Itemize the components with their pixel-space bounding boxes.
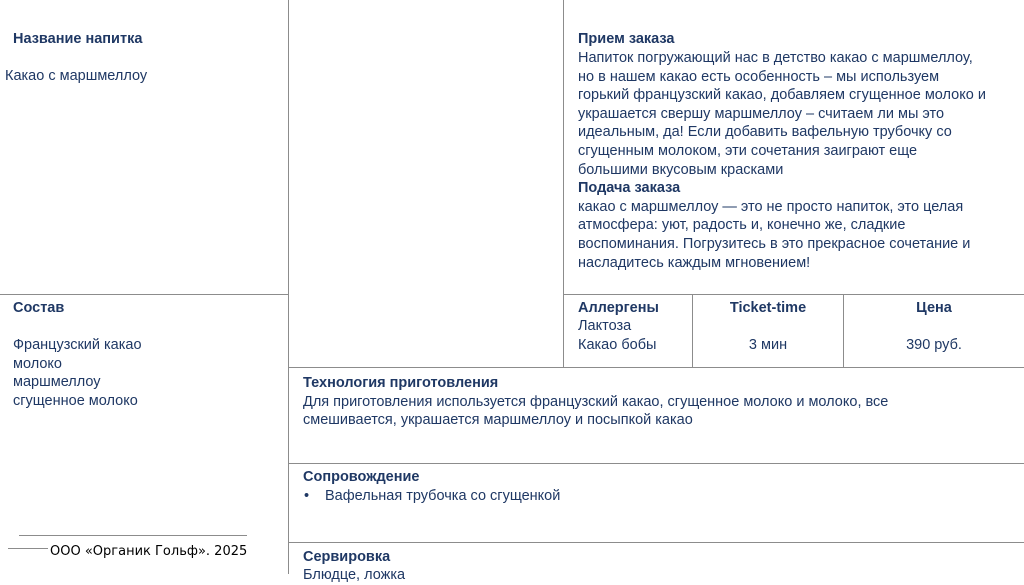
composition-item: маршмеллоу <box>13 374 101 390</box>
technology-line: Для приготовления используется французский какао, сгущенное молоко и молоко, все <box>303 394 889 410</box>
composition-item: молоко <box>13 356 62 372</box>
serving-order-line: насладитесь каждым мгновением! <box>578 255 811 271</box>
order-taking-line: но в нашем какао есть особенность – мы используем <box>578 69 940 85</box>
serving-order-line: какао с маршмеллоу — это не просто напиток, это целая <box>578 199 964 215</box>
technology-title: Технология приготовления <box>303 375 499 391</box>
accompaniment-title: Сопровождение <box>303 469 420 485</box>
order-taking-line: Напиток погружающий нас в детство какао с маршмеллоу, <box>578 50 973 66</box>
serving-partial-clip <box>303 566 703 583</box>
price-value: 390 руб. <box>906 337 962 353</box>
order-taking-title: Прием заказа <box>578 31 675 47</box>
accompaniment-item: Вафельная трубочка со сгущенкой <box>325 488 561 504</box>
allergens-title: Аллергены <box>578 300 659 316</box>
price-title: Цена <box>916 300 952 316</box>
ticket-time-title: Ticket-time <box>729 300 807 316</box>
serving-order-title: Подача заказа <box>578 180 681 196</box>
order-taking-line: большими вкусовым красками <box>578 162 784 178</box>
ticket-time-value: 3 мин <box>748 337 788 353</box>
divider-right-horizontal <box>563 294 1024 295</box>
drink-name-value: Какао с маршмеллоу <box>5 68 148 84</box>
drink-name-label: Название напитка <box>13 31 143 47</box>
order-taking-line: сгущенным молоком, эти сочетания заиграют еще <box>578 143 918 159</box>
divider-middle-vertical <box>563 0 564 367</box>
composition-title: Состав <box>13 300 65 316</box>
technology-line: смешивается, украшается маршмеллоу и посыпкой какао <box>303 412 693 428</box>
serving-title: Сервировка <box>303 549 391 565</box>
serving-order-line: атмосфера: уют, радость и, конечно же, сладкие <box>578 217 906 233</box>
footer-company: ООО «Органик Гольф». 2025 <box>50 544 248 559</box>
composition-item: Французский какао <box>13 337 142 353</box>
divider-left-horizontal <box>0 294 288 295</box>
footer-rule <box>19 535 247 536</box>
footer-rule-short <box>8 548 48 549</box>
divider-left-vertical <box>288 0 289 574</box>
bullet-icon: • <box>304 488 310 504</box>
divider-row-serving <box>288 542 1024 543</box>
divider-row-technology <box>288 367 1024 368</box>
allergen-item: Лактоза <box>578 318 632 334</box>
serving-order-line: воспоминания. Погрузитесь в это прекрасное сочетание и <box>578 236 971 252</box>
order-taking-line: идеальным, да! Если добавить вафельную трубочку со <box>578 124 952 140</box>
order-taking-line: украшается свершу маршмеллоу – считаем ли мы это <box>578 106 945 122</box>
order-taking-line: горький французский какао, добавляем сгущенное молоко и <box>578 87 986 103</box>
serving-partial-text: Блюдце, ложка <box>303 567 406 583</box>
composition-item: сгущенное молоко <box>13 393 138 409</box>
divider-row-accompaniment <box>288 463 1024 464</box>
allergen-item: Какао бобы <box>578 337 657 353</box>
